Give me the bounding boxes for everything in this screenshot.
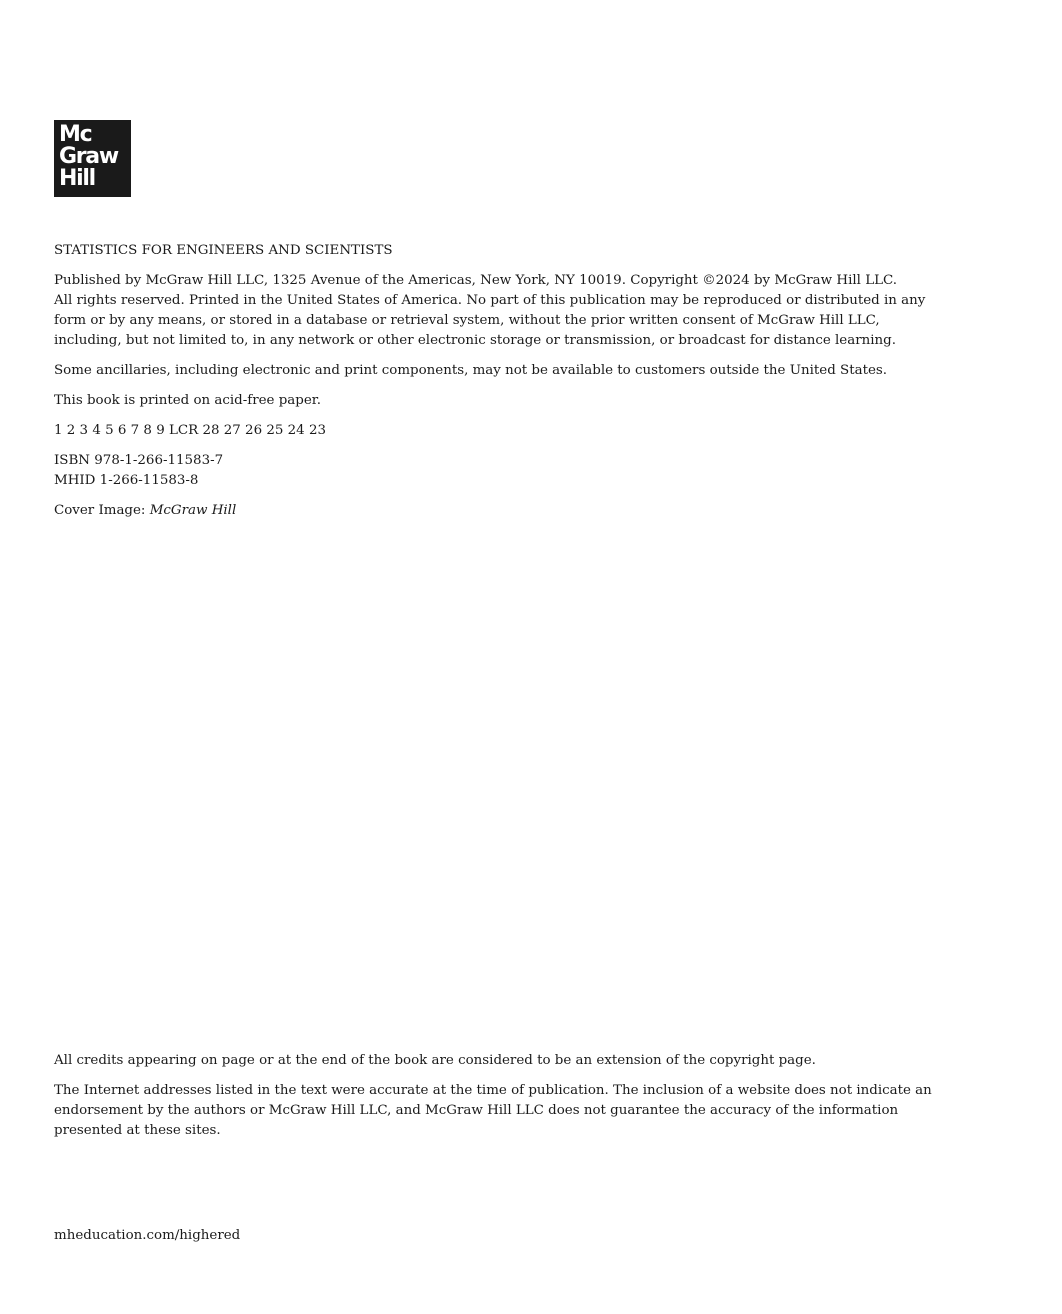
copyright-line-3: form or by any means, or stored in a database or retrieval system, without the prior written consent of McGraw Hill LLC, <box>54 313 880 328</box>
book-title: STATISTICS FOR ENGINEERS AND SCIENTISTS <box>54 243 393 258</box>
internet-line-1: The Internet addresses listed in the text were accurate at the time of publication. The inclusion of a website does not indicate an <box>54 1083 932 1098</box>
website-link: mheducation.com/highered <box>54 1228 241 1243</box>
mhid: MHID 1-266-11583-8 <box>54 473 199 488</box>
internet-line-2: endorsement by the authors or McGraw Hill LLC, and McGraw Hill LLC does not guarantee the accuracy of the information <box>54 1103 899 1118</box>
internet-line-3: presented at these sites. <box>54 1123 221 1138</box>
identifiers <box>54 451 934 491</box>
paper-notice: This book is printed on acid-free paper. <box>54 393 321 408</box>
cover-image-credit <box>54 501 934 521</box>
copyright-notice <box>54 271 926 351</box>
ancillaries-notice: Some ancillaries, including electronic and print components, may not be available to customers outside the United States. <box>54 363 888 378</box>
isbn: ISBN 978-1-266-11583-7 <box>54 453 224 468</box>
copyright-line-2: All rights reserved. Printed in the United States of America. No part of this publication may be reproduced or distributed in any <box>54 293 926 308</box>
copyright-line-1: Published by McGraw Hill LLC, 1325 Avenue of the Americas, New York, NY 10019. Copyright ©2024 by McGraw Hill LLC. <box>54 273 897 288</box>
copyright-line-4: including, but not limited to, in any network or other electronic storage or transmission, or broadcast for distance learning. <box>54 333 896 348</box>
logo-line-2: Graw <box>59 144 118 169</box>
internet-notice <box>54 1081 932 1141</box>
logo-line-1: Mc <box>59 122 92 147</box>
logo-line-3: Hill <box>59 166 95 191</box>
printing-line: 1 2 3 4 5 6 7 8 9 LCR 28 27 26 25 24 23 <box>54 423 326 438</box>
cover-image-label: Cover Image: <box>54 503 150 518</box>
credits-notice: All credits appearing on page or at the end of the book are considered to be an extension of the copyright page. <box>54 1053 816 1068</box>
cover-image-source: McGraw Hill <box>149 503 237 518</box>
mcgraw-hill-logo <box>54 120 131 197</box>
